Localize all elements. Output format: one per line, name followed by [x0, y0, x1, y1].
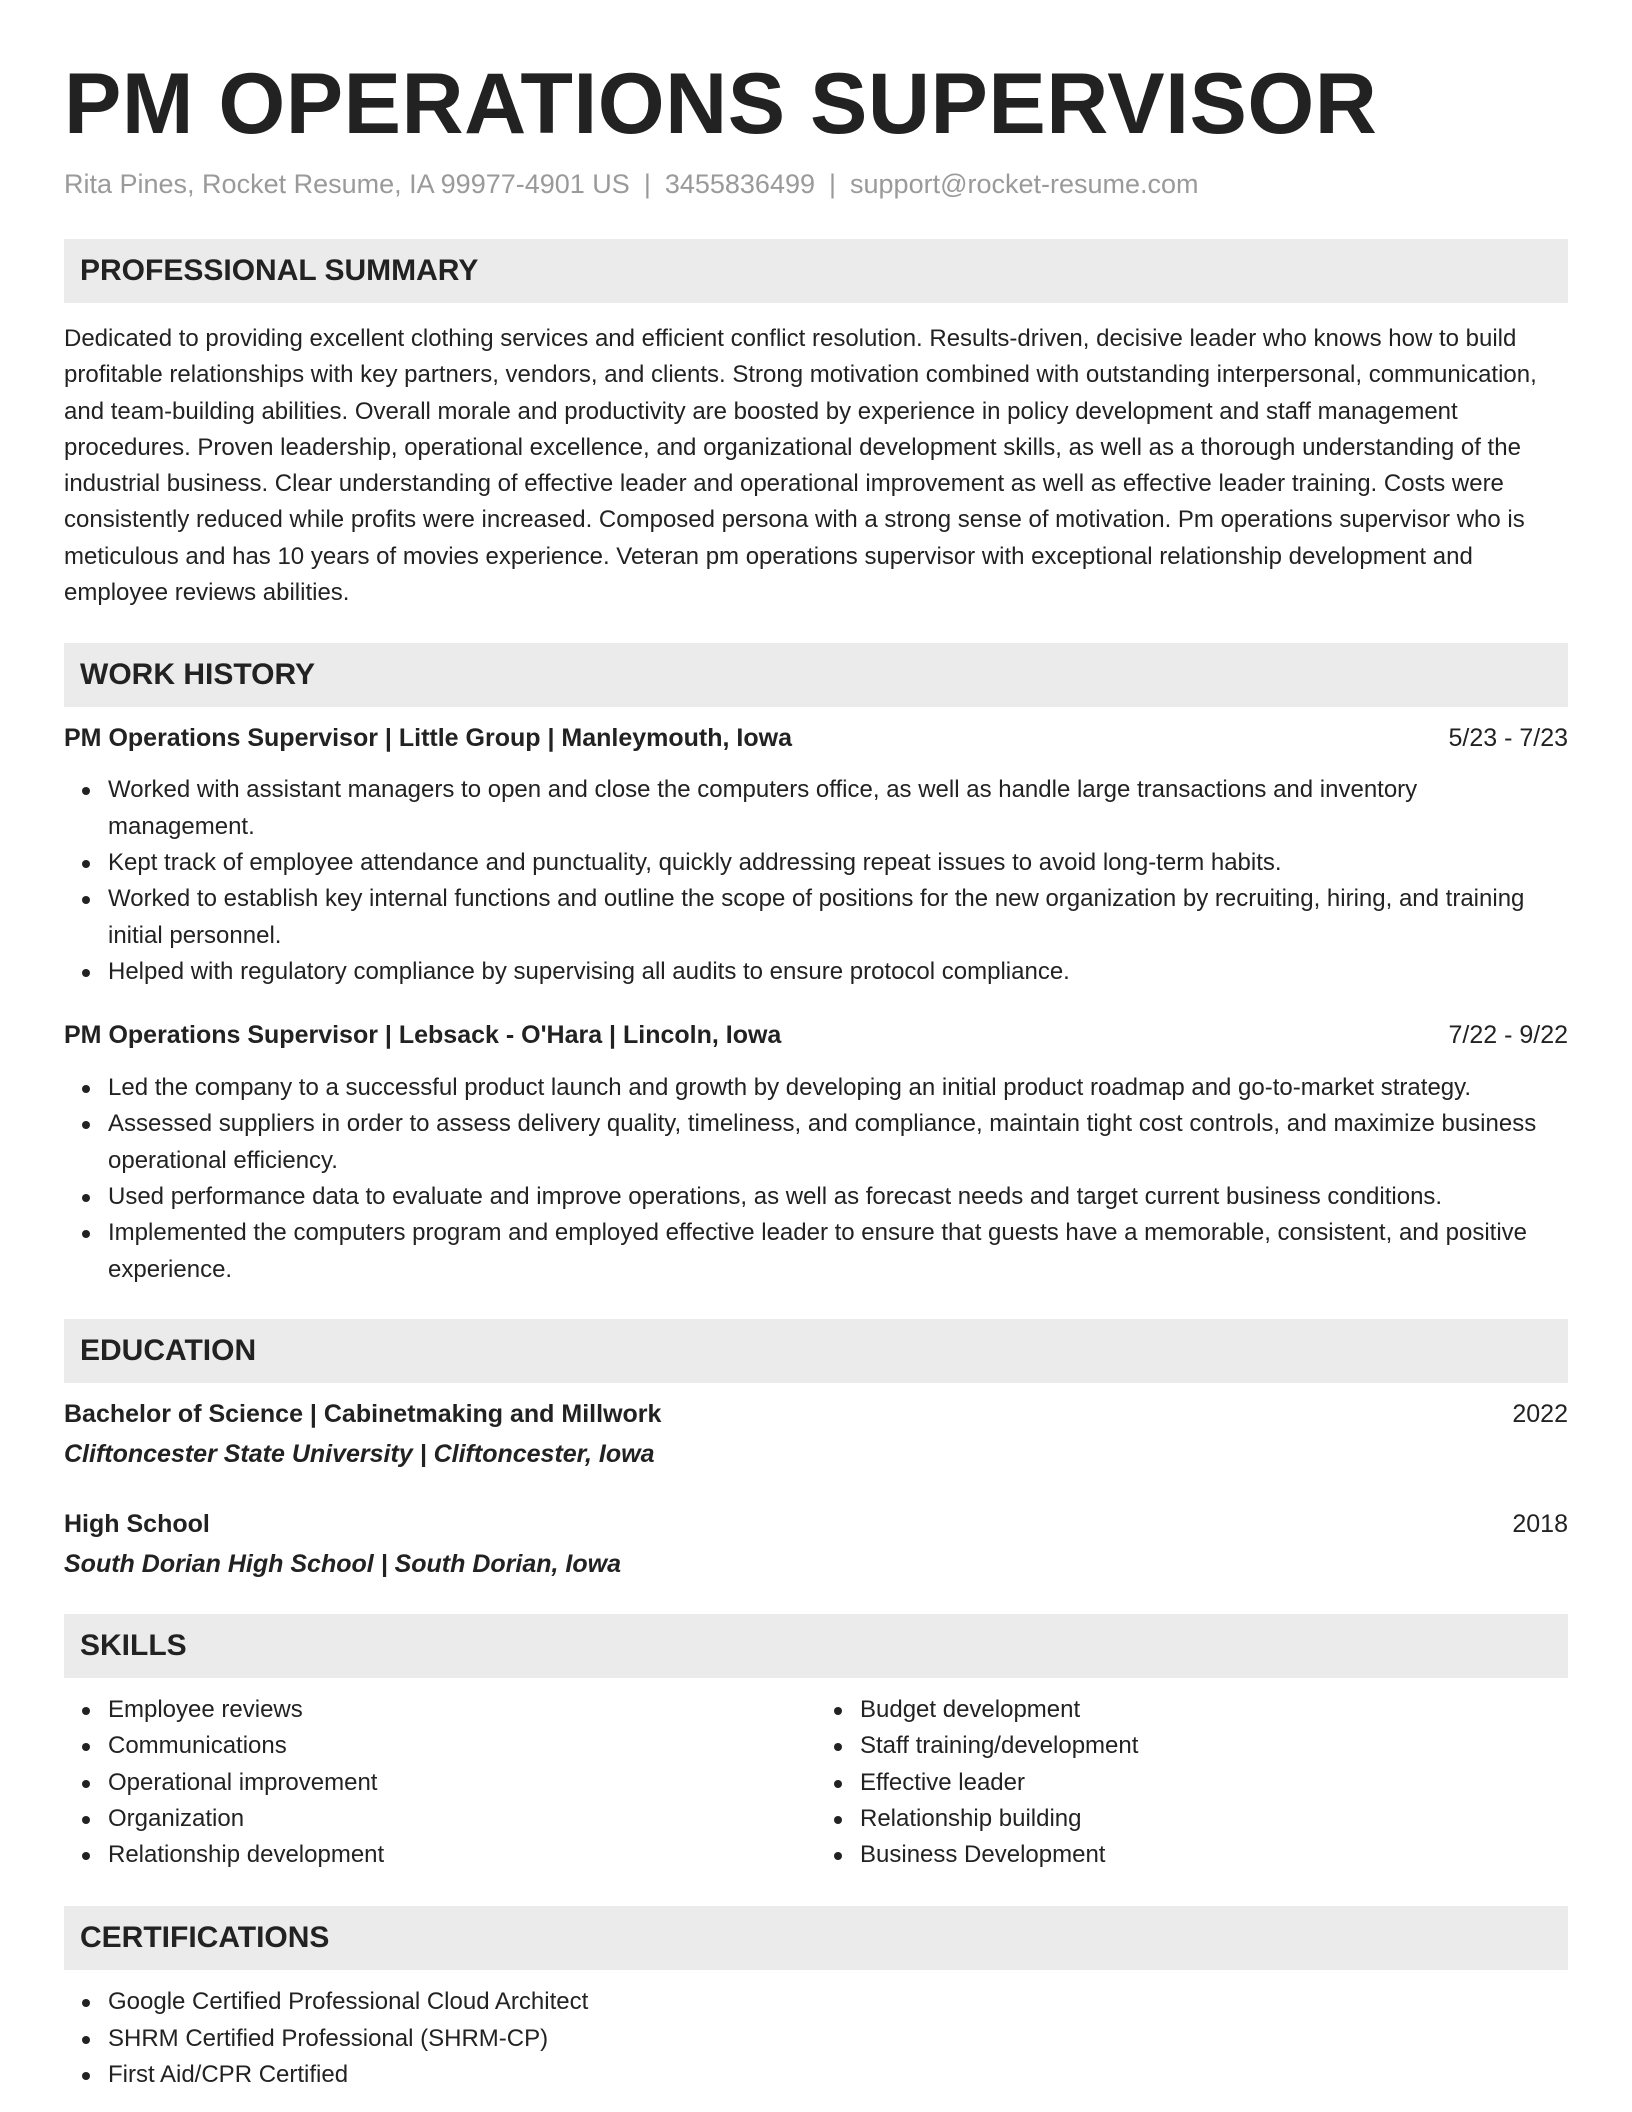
job-bullets [64, 1070, 1568, 1288]
education-degree: Bachelor of Science | Cabinetmaking and Millwork [64, 1399, 662, 1428]
job-bullet: Worked with assistant managers to open and close the computers office, as well as handle large transactions and inventory management. [108, 772, 1568, 845]
job-bullet: Assessed suppliers in order to assess delivery quality, timeliness, and compliance, maintain tight cost controls, and maximize business operational efficiency. [108, 1106, 1568, 1179]
job-entry [64, 721, 1568, 990]
certification-item: Google Certified Professional Cloud Architect [108, 1984, 1568, 2020]
job-bullets [64, 772, 1568, 990]
job-date: 5/23 - 7/23 [1448, 724, 1568, 753]
contact-separator: | [829, 169, 837, 199]
job-entry [64, 1018, 1568, 1288]
education-entry [64, 1397, 1568, 1471]
section-heading-work: WORK HISTORY [64, 643, 1568, 707]
skills-column-left [64, 1692, 816, 1873]
skill-item: Budget development [860, 1692, 1568, 1728]
skill-item: Organization [108, 1801, 816, 1837]
skills-list [64, 1692, 1568, 1873]
section-heading-skills: SKILLS [64, 1614, 1568, 1678]
job-title: PM Operations Supervisor | Lebsack - O'Hara | Lincoln, Iowa [64, 1021, 782, 1050]
education-header [64, 1507, 1568, 1541]
resume-title: PM OPERATIONS SUPERVISOR [64, 56, 1378, 152]
job-header [64, 1018, 1568, 1052]
contact-phone: 3455836499 [664, 169, 815, 199]
certification-item: SHRM Certified Professional (SHRM-CP) [108, 2021, 1568, 2057]
education-date: 2018 [1512, 1509, 1568, 1538]
job-bullet: Led the company to a successful product launch and growth by developing an initial product roadmap and go-to-market strategy. [108, 1070, 1568, 1106]
resume-page [64, 0, 1568, 2093]
job-bullet: Worked to establish key internal functions and outline the scope of positions for the new organization by recruiting, hiring, and training initial personnel. [108, 881, 1568, 954]
contact-separator: | [643, 169, 651, 199]
skill-item: Staff training/development [860, 1728, 1568, 1764]
education-header [64, 1397, 1568, 1431]
skill-item: Relationship development [108, 1837, 816, 1873]
job-title: PM Operations Supervisor | Little Group | Manleymouth, Iowa [64, 724, 792, 753]
skill-item: Effective leader [860, 1765, 1568, 1801]
education-degree: High School [64, 1509, 210, 1538]
job-bullet: Helped with regulatory compliance by supervising all audits to ensure protocol compliance. [108, 954, 1568, 990]
job-bullet: Used performance data to evaluate and improve operations, as well as forecast needs and target current business conditions. [108, 1179, 1568, 1215]
skill-item: Employee reviews [108, 1692, 816, 1728]
job-bullet: Implemented the computers program and employed effective leader to ensure that guests have a memorable, consistent, and positive experience. [108, 1215, 1568, 1288]
skill-item: Relationship building [860, 1801, 1568, 1837]
skills-column-right [816, 1692, 1568, 1873]
job-bullet: Kept track of employee attendance and punctuality, quickly addressing repeat issues to avoid long-term habits. [108, 845, 1568, 881]
section-heading-certifications: CERTIFICATIONS [64, 1906, 1568, 1970]
certification-item: First Aid/CPR Certified [108, 2057, 1568, 2093]
skill-item: Communications [108, 1728, 816, 1764]
education-school: Cliftoncester State University | Cliftoncester, Iowa [64, 1439, 655, 1468]
section-heading-education: EDUCATION [64, 1319, 1568, 1383]
skill-item: Business Development [860, 1837, 1568, 1873]
summary-text: Dedicated to providing excellent clothing services and efficient conflict resolution. Results-driven, decisive leader who knows how to build profitable relationships with key partners, vendors, and clients. Strong motivation combined with outstanding interpersonal, communication, and team-building abilities. Overall morale and productivity are boosted by experience in policy development and staff management procedures. Proven leadership, operational excellence, and organizational development skills, as well as a thorough understanding of the industrial business. Clear understanding of effective leader and operational improvement as well as effective leader training. Costs were consistently reduced while profits were increased. Composed persona with a strong sense of motivation. Pm operations supervisor who is meticulous and has 10 years of movies experience. Veteran pm operations supervisor with exceptional relationship development and employee reviews abilities. [64, 325, 1537, 607]
skill-item: Operational improvement [108, 1765, 816, 1801]
education-school: South Dorian High School | South Dorian, Iowa [64, 1549, 621, 1578]
certifications-list [64, 1984, 1568, 2093]
job-header [64, 721, 1568, 755]
job-date: 7/22 - 9/22 [1448, 1021, 1568, 1050]
education-date: 2022 [1512, 1399, 1568, 1428]
education-entry [64, 1507, 1568, 1581]
contact-line [64, 166, 1568, 202]
contact-address: Rita Pines, Rocket Resume, IA 99977-4901 US [64, 169, 630, 199]
section-heading-summary: PROFESSIONAL SUMMARY [64, 239, 1568, 303]
contact-email[interactable]: support@rocket-resume.com [850, 169, 1199, 199]
